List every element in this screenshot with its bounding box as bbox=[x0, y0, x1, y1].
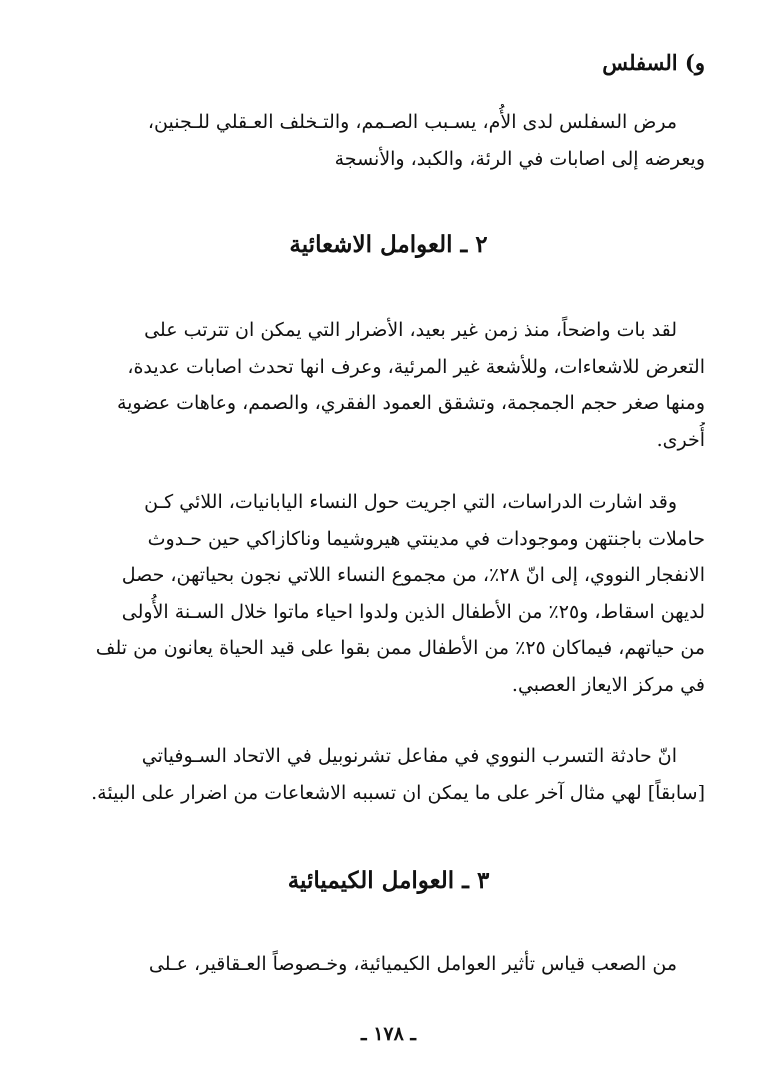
text-line: مرض السفلس لدى الأُم، يسـبب الصـمم، والتـخلف العـقلي للـجنين، bbox=[147, 111, 677, 133]
text-line: لقد بات واضحاً، منذ زمن غير بعيد، الأضرار التي يمكن ان تترتب على bbox=[144, 319, 677, 341]
text-line: من الصعب قياس تأثير العوامل الكيميائية، وخـصوصاً العـقاقير، عـلى bbox=[148, 953, 677, 975]
text-line: انّ حادثة التسرب النووي في مفاعل تشرنوبيل في الاتحاد السـوفياتي bbox=[141, 745, 677, 767]
text-line: حاملات باجنتهن وموجودات في مدينتي هيروشيما وناكازاكي حين حـدوث bbox=[147, 527, 705, 550]
paragraph-chemical bbox=[75, 946, 705, 983]
text-line: وقد اشارت الدراسات، التي اجريت حول النساء اليابانيات، اللائي كـن bbox=[144, 491, 677, 513]
paragraph-radiation-3 bbox=[75, 738, 705, 811]
section-title-radiation: ٢ ـ العوامل الاشعائية bbox=[289, 231, 488, 258]
text-line: من حياتهم، فيماكان ٢٥٪ من الأطفال ممن بقوا على قيد الحياة يعانون من تلف bbox=[95, 637, 705, 659]
text-line: الانفجار النووي، إلى انّ ٢٨٪، من مجموع النساء اللاتي نجون بحياتهن، حصل bbox=[121, 564, 705, 586]
page-number: ـ ١٧٨ ـ bbox=[361, 1023, 416, 1045]
text-line: لديهن اسقاط، و٢٥٪ من الأطفال الذين ولدوا احياء ماتوا خلال السـنة الأُولى bbox=[121, 600, 705, 623]
text-line: في مركز الايعاز العصبي. bbox=[511, 673, 705, 696]
text-line: ويعرضه إلى اصابات في الرئة، والكبد، والأنسجة bbox=[334, 147, 705, 170]
text-line: [سابقاً] لهي مثال آخر على ما يمكن ان تسببه الاشعاعات من اضرار على البيئة. bbox=[91, 781, 705, 804]
text-line: ومنها صغر حجم الجمجمة، وتشقق العمود الفقري، والصمم، وعاهات عضوية bbox=[116, 392, 705, 414]
section-title-chemical: ٣ ـ العوامل الكيميائية bbox=[287, 867, 490, 894]
paragraph-radiation-2 bbox=[75, 484, 705, 703]
text-line: أُخرى. bbox=[656, 428, 705, 451]
text-line: التعرض للاشعاءات، وللأشعة غير المرئية، وعرف انها تحدث اصابات عديدة، bbox=[127, 355, 705, 378]
paragraph-syphilis bbox=[75, 104, 705, 177]
paragraph-radiation-1 bbox=[75, 312, 705, 458]
subsection-heading-syphilis: و) السفلس bbox=[602, 50, 705, 75]
